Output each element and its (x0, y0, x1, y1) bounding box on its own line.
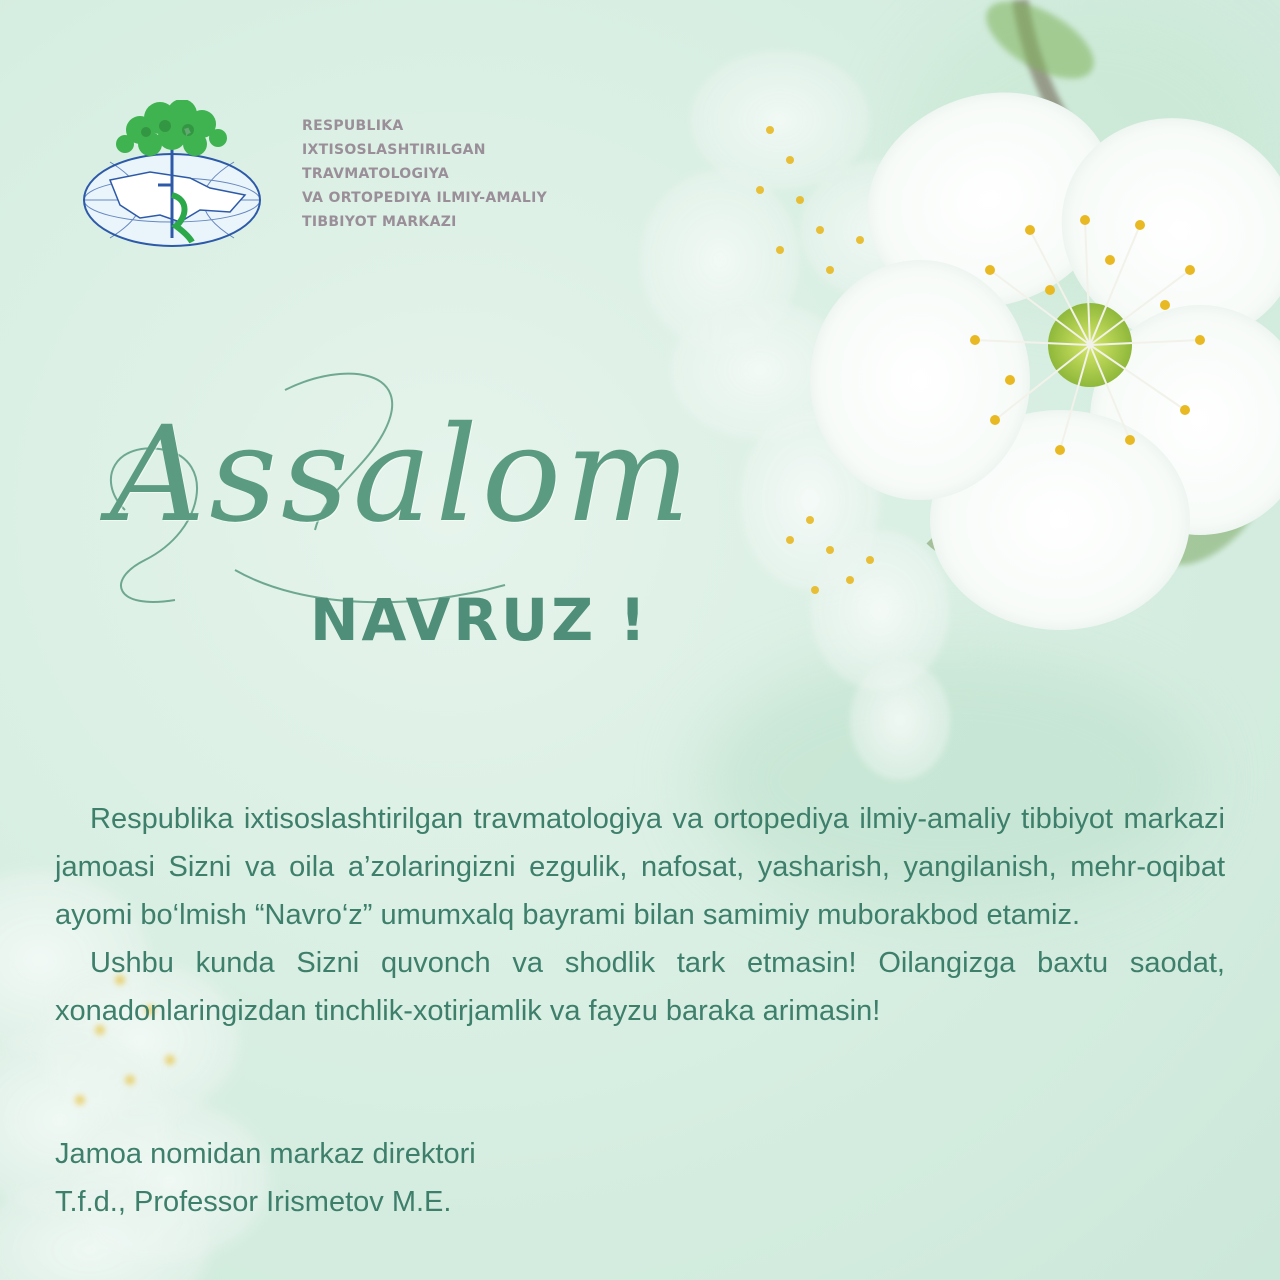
organization-name-line: RESPUBLIKA (302, 118, 404, 134)
message-paragraph: Ushbu kunda Sizni quvonch va shodlik tark etmasin! Oilangizga baxtu saodat, xonadonlaringizdan tinchlik-xotirjamlik va fayzu baraka arimasin! (55, 947, 1225, 1027)
organization-name-line: IXTISOSLASHTIRILGAN (302, 142, 486, 158)
tree-globe-logo-icon (80, 100, 270, 250)
signature-line: T.f.d., Professor Irismetov M.E. (55, 1186, 452, 1218)
organization-name (302, 114, 592, 234)
signature (55, 1130, 476, 1226)
greeting-script-title: Assalom (110, 398, 695, 552)
signature-line: Jamoa nomidan markaz direktori (55, 1138, 476, 1170)
message-paragraph: Respublika ixtisoslashtirilgan travmatologiya va ortopediya ilmiy-amaliy tibbiyot markazi jamoasi Sizni va oila a’zolaringizni ezgulik, nafosat, yasharish, yangilanish, mehr-oqibat ayomi bo‘lmish “Navro‘z” umumxalq bayrami bilan samimiy muborakbod etamiz. (55, 803, 1225, 931)
organization-name-line: VA ORTOPEDIYA ILMIY-AMALIY (302, 190, 548, 206)
organization-name-line: TRAVMATOLOGIYA (302, 166, 450, 182)
greeting-main-title: NAVRUZ ! (310, 586, 649, 654)
organization-name-line: TIBBIYOT MARKAZI (302, 214, 457, 230)
greeting-message (55, 795, 1225, 1035)
